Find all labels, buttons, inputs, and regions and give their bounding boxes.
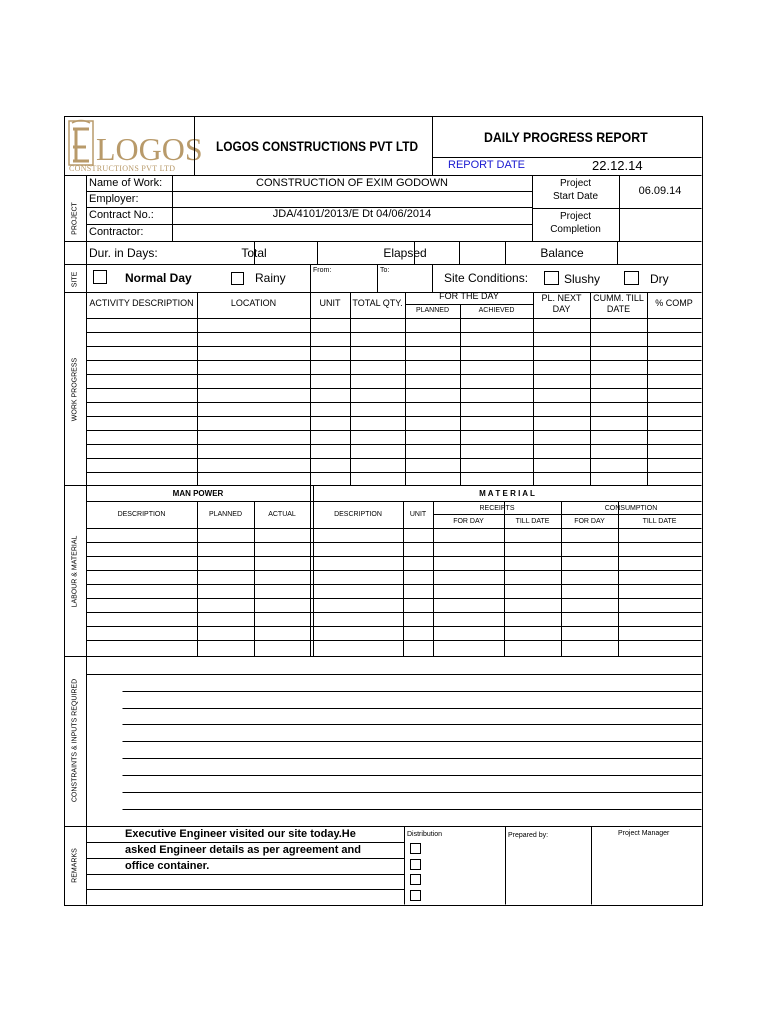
duration-label: Dur. in Days: bbox=[89, 246, 158, 260]
remark-line-1: Executive Engineer visited our site today.He bbox=[125, 828, 356, 840]
wp-header-activity: ACTIVITY DESCRIPTION bbox=[89, 298, 194, 308]
duration-elapsed: Elapsed bbox=[383, 246, 427, 260]
normal-day-checkbox[interactable] bbox=[93, 270, 107, 284]
logo-subtext: CONSTRUCTIONS PVT LTD bbox=[69, 164, 176, 173]
contract-no-value: JDA/4101/2013/E Dt 04/06/2014 bbox=[272, 208, 432, 220]
slushy-checkbox[interactable] bbox=[544, 271, 559, 285]
distribution-checkbox-4[interactable] bbox=[410, 890, 421, 901]
rainy-label: Rainy bbox=[255, 271, 286, 285]
wp-header-for-the-day: FOR THE DAY bbox=[439, 291, 499, 301]
section-label-site: SITE bbox=[71, 271, 79, 288]
wp-header-location: LOCATION bbox=[230, 298, 277, 308]
section-label-constraints: CONSTRAINTS & INPUTS REQUIRED bbox=[71, 678, 79, 803]
project-start-label-2: Start Date bbox=[552, 191, 599, 202]
report-date-label: REPORT DATE bbox=[448, 159, 526, 171]
wp-header-cumm-2: DATE bbox=[606, 304, 631, 314]
receipts-header: RECEIPTS bbox=[479, 505, 515, 512]
project-start-value: 06.09.14 bbox=[638, 185, 682, 197]
consumption-for-day-header: FOR DAY bbox=[574, 518, 605, 525]
section-label-labour-material: LABOUR & MATERIAL bbox=[71, 535, 79, 608]
wp-header-total-qty: TOTAL QTY. bbox=[352, 298, 403, 308]
dry-label: Dry bbox=[650, 272, 669, 286]
project-manager-label: Project Manager bbox=[618, 830, 670, 837]
consumption-till-date-header: TILL DATE bbox=[642, 518, 677, 525]
wp-header-cumm-1: CUMM. TILL bbox=[593, 293, 644, 303]
name-of-work-value: CONSTRUCTION OF EXIM GODOWN bbox=[256, 177, 448, 189]
site-conditions-label: Site Conditions: bbox=[444, 271, 529, 285]
name-of-work-label: Name of Work: bbox=[89, 177, 163, 189]
to-label: To: bbox=[380, 267, 390, 274]
distribution-label: Distribution bbox=[407, 831, 443, 838]
section-label-work-progress: WORK PROGRESS bbox=[71, 357, 79, 422]
wp-header-pl-next-1: PL. NEXT bbox=[541, 293, 582, 303]
contract-no-label: Contract No.: bbox=[89, 209, 154, 221]
report-title: DAILY PROGRESS REPORT bbox=[484, 129, 648, 145]
normal-day-label: Normal Day bbox=[125, 271, 192, 285]
company-logo bbox=[66, 117, 203, 174]
wp-header-unit: UNIT bbox=[319, 298, 341, 308]
material-description-header: DESCRIPTION bbox=[334, 511, 382, 518]
prepared-by-label: Prepared by: bbox=[508, 832, 549, 839]
wp-header-pct: % COMP bbox=[655, 298, 693, 308]
from-label: From: bbox=[313, 267, 332, 274]
section-label-remarks: REMARKS bbox=[71, 848, 79, 883]
remark-line-2: asked Engineer details as per agreement and bbox=[125, 844, 361, 856]
project-start-label-1: Project bbox=[559, 178, 592, 189]
manpower-actual-header: ACTUAL bbox=[268, 511, 296, 518]
project-completion-label-1: Project bbox=[559, 211, 592, 222]
manpower-title: MAN POWER bbox=[172, 489, 224, 498]
rainy-checkbox[interactable] bbox=[231, 272, 244, 285]
receipts-for-day-header: FOR DAY bbox=[453, 518, 484, 525]
logo-text: LOGOS bbox=[96, 131, 203, 167]
wp-header-pl-next-2: DAY bbox=[552, 304, 571, 314]
material-title: M A T E R I A L bbox=[479, 489, 535, 498]
wp-header-achieved: ACHIEVED bbox=[478, 307, 515, 314]
receipts-till-date-header: TILL DATE bbox=[515, 518, 550, 525]
distribution-checkbox-3[interactable] bbox=[410, 874, 421, 885]
remark-line-3: office container. bbox=[125, 860, 210, 872]
wp-header-planned: PLANNED bbox=[415, 307, 450, 314]
material-unit-header: UNIT bbox=[409, 511, 427, 518]
distribution-checkbox-2[interactable] bbox=[410, 859, 421, 870]
duration-total: Total bbox=[241, 246, 267, 260]
project-completion-label-2: Completion bbox=[550, 224, 601, 235]
employer-label: Employer: bbox=[89, 193, 139, 205]
duration-balance: Balance bbox=[540, 246, 584, 260]
section-label-project: PROJECT bbox=[71, 202, 79, 235]
distribution-checkbox-1[interactable] bbox=[410, 843, 421, 854]
dry-checkbox[interactable] bbox=[624, 271, 639, 285]
manpower-planned-header: PLANNED bbox=[208, 511, 243, 518]
manpower-description-header: DESCRIPTION bbox=[117, 511, 166, 518]
consumption-header: CONSUMPTION bbox=[604, 505, 658, 512]
contractor-label: Contractor: bbox=[89, 226, 144, 238]
slushy-label: Slushy bbox=[564, 272, 601, 286]
company-name: LOGOS CONSTRUCTIONS PVT LTD bbox=[216, 138, 419, 154]
report-date-value: 22.12.14 bbox=[592, 158, 643, 173]
